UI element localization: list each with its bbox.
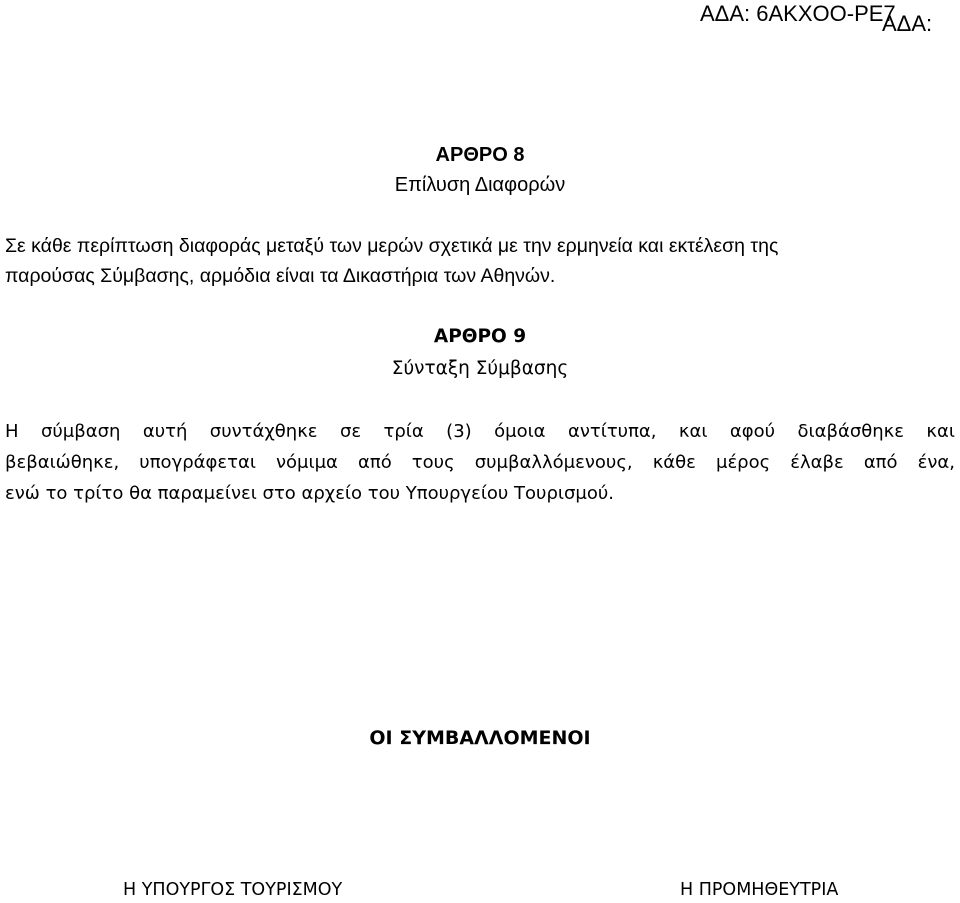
signature-supplier: Η ΠΡΟΜΗΘΕΥΤΡΙΑ [680, 880, 839, 900]
article-9-subtitle: Σύνταξη Σύμβασης [391, 358, 569, 379]
article-8-title: ΑΡΘΡΟ 8 [435, 144, 525, 166]
article-9-paragraph-line: βεβαιώθηκε, υπογράφεται νόμιμα από τους συμβαλλόμενους, κάθε μέρος έλαβε από ένα, [5, 452, 955, 473]
ada-stamp-overlay: ΑΔΑ: [882, 11, 933, 36]
article-9-title: ΑΡΘΡΟ 9 [433, 326, 527, 347]
article-9-paragraph-line: Η σύμβαση αυτή συντάχθηκε σε τρία (3) όμοια αντίτυπα, και αφού διαβάσθηκε και [5, 421, 955, 442]
article-8-subtitle: Επίλυση Διαφορών [394, 174, 566, 196]
article-8-paragraph-line: παρούσας Σύμβασης, αρμόδια είναι τα Δικαστήρια των Αθηνών. [5, 265, 556, 287]
ada-stamp: ΑΔΑ: 6ΑΚΧΟΟ-ΡΕ7 [700, 1, 896, 26]
signature-minister: Η ΥΠΟΥΡΓΟΣ ΤΟΥΡΙΣΜΟΥ [123, 880, 343, 900]
article-8-paragraph-line: Σε κάθε περίπτωση διαφοράς μεταξύ των μερών σχετικά με την ερμηνεία και εκτέλεση της [5, 235, 779, 257]
contracting-parties-heading: ΟΙ ΣΥΜΒΑΛΛΟΜΕΝΟΙ [369, 727, 591, 749]
article-9-paragraph-line: ενώ το τρίτο θα παραμείνει στο αρχείο του Υπουργείου Τουρισμού. [5, 483, 615, 504]
